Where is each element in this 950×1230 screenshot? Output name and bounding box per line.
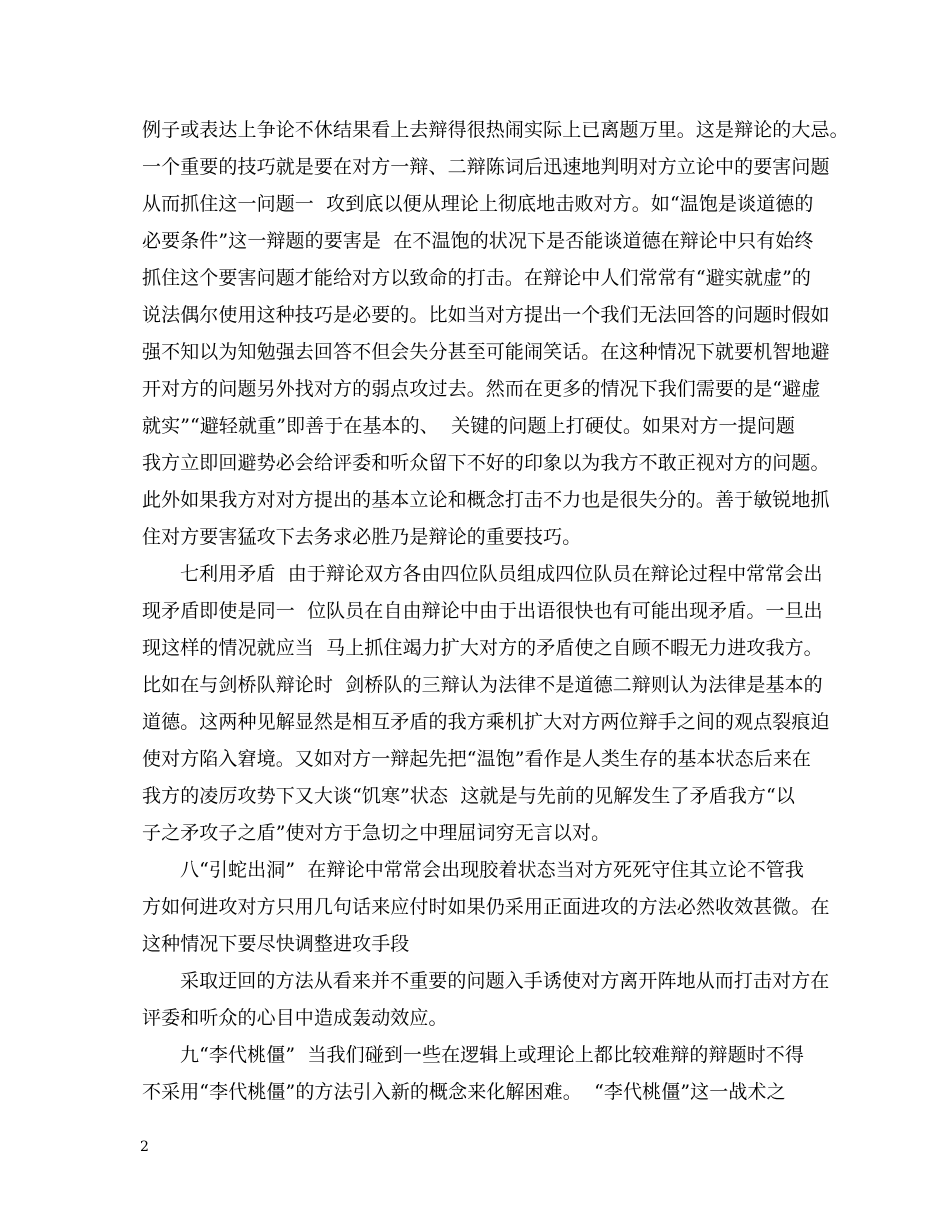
paragraph-heading-line: 八“引蛇出洞” 在辩论中常常会出现胶着状态当对方死死守住其立论不管我 <box>180 859 805 881</box>
text-line: 不采用“李代桃僵”的方法引入新的概念来化解困难。 “李代桃僵”这一战术之 <box>142 1081 786 1103</box>
text-line: 评委和听众的心目中造成轰动效应。 <box>142 1007 448 1029</box>
text-line: 就实”“避轻就重”即善于在基本的、 关键的问题上打硬仗。如果对方一提问题 <box>142 415 795 437</box>
text-line: 强不知以为知勉强去回答不但会失分甚至可能闹笑话。在这种情况下就要机智地避 <box>142 341 830 363</box>
text-line: 比如在与剑桥队辩论时 剑桥队的三辩认为法律不是道德二辩则认为法律是基本的 <box>142 674 823 696</box>
paragraph-first-line: 采取迂回的方法从看来并不重要的问题入手诱使对方离开阵地从而打击对方在 <box>180 970 830 992</box>
text-line: 从而抓住这一问题一 攻到底以便从理论上彻底地击败对方。如“温饱是谈道德的 <box>142 193 814 215</box>
text-line: 开对方的问题另外找对方的弱点攻过去。然而在更多的情况下我们需要的是“避虚 <box>142 378 821 400</box>
text-line: 现矛盾即使是同一 位队员在自由辩论中由于出语很快也有可能出现矛盾。一旦出 <box>142 600 823 622</box>
text-line: 道德。这两种见解显然是相互矛盾的我方乘机扩大对方两位辩手之间的观点裂痕迫 <box>142 711 830 733</box>
paragraph-heading-line: 七利用矛盾 由于辩论双方各由四位队员组成四位队员在辩论过程中常常会出 <box>180 563 823 585</box>
text-line: 一个重要的技巧就是要在对方一辩、二辩陈词后迅速地判明对方立论中的要害问题 <box>142 156 830 178</box>
text-line: 现这样的情况就应当 马上抓住竭力扩大对方的矛盾使之自顾不暇无力进攻我方。 <box>142 637 823 659</box>
text-line: 我方的凌厉攻势下又大谈“饥寒”状态 这就是与先前的见解发生了矛盾我方“以 <box>142 785 795 807</box>
text-line: 我方立即回避势必会给评委和听众留下不好的印象以为我方不敢正视对方的问题。 <box>142 452 830 474</box>
text-line: 说法偶尔使用这种技巧是必要的。比如当对方提出一个我们无法回答的问题时假如 <box>142 304 830 326</box>
text-line: 抓住这个要害问题才能给对方以致命的打击。在辩论中人们常常有“避实就虚”的 <box>142 267 812 289</box>
text-line: 住对方要害猛攻下去务求必胜乃是辩论的重要技巧。 <box>142 526 582 548</box>
text-line: 方如何进攻对方只用几句话来应付时如果仍采用正面进攻的方法必然收效甚微。在 <box>142 896 830 918</box>
text-line: 此外如果我方对对方提出的基本立论和概念打击不力也是很失分的。善于敏锐地抓 <box>142 489 830 511</box>
page-number: 2 <box>140 1139 149 1155</box>
text-line: 例子或表达上争论不休结果看上去辩得很热闹实际上已离题万里。这是辩论的大忌。 <box>142 119 849 141</box>
text-line: 使对方陷入窘境。又如对方一辩起先把“温饱”看作是人类生存的基本状态后来在 <box>142 748 812 770</box>
text-line: 这种情况下要尽快调整进攻手段 <box>142 933 410 955</box>
text-line: 子之矛攻子之盾”使对方于急切之中理屈词穷无言以对。 <box>142 822 611 844</box>
text-line: 必要条件”这一辩题的要害是 在不温饱的状况下是否能谈道德在辩论中只有始终 <box>142 230 814 252</box>
paragraph-heading-line: 九“李代桃僵” 当我们碰到一些在逻辑上或理论上都比较难辩的辩题时不得 <box>180 1044 805 1066</box>
